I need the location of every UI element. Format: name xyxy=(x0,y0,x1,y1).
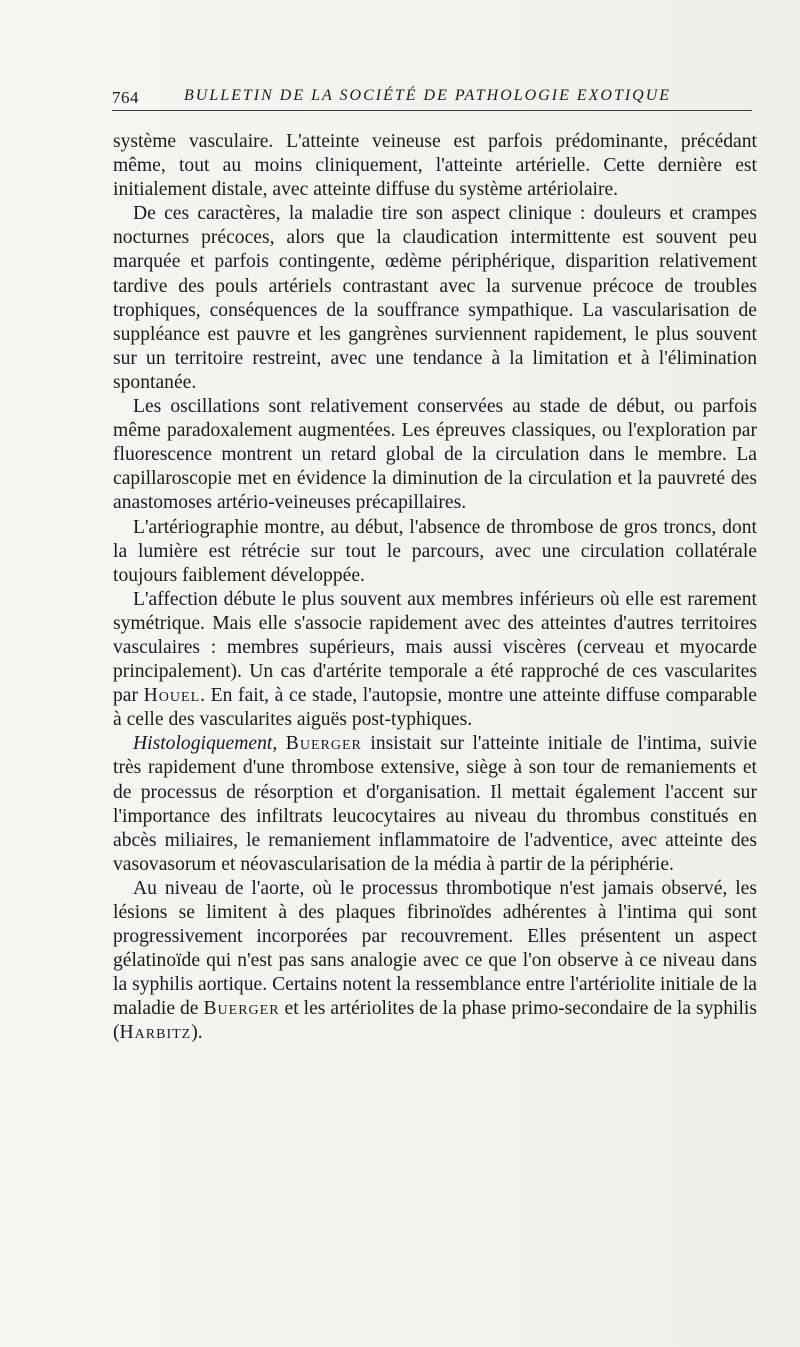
author-name: Buerger xyxy=(285,733,362,755)
paragraph: système vasculaire. L'atteinte veineuse est parfois prédominante, précédant même, tout au moins cliniquement, l'atteinte artérielle. Cette dernière est initialement distale, avec atteinte diffuse du système artériolaire. xyxy=(113,131,757,201)
running-header xyxy=(112,84,752,111)
page-number: 764 xyxy=(112,88,139,107)
author-name: Harbitz xyxy=(119,1022,192,1044)
paragraph: Au niveau de l'aorte, où le processus thrombotique n'est jamais observé, les lésions se limitent à des plaques fibrinoïdes adhérentes à l'intima qui sont progressivement incorporées par recouvrement. Elles présentent un aspect gélatinoïde qui n'est pas sans analogie avec ce que l'on observe à ce niveau dans la syphilis aortique. Certains notent la ressemblance entre l'artériolite initiale de la maladie de Buerger et les artériolites de la phase primo-secondaire de la syphilis (Harbitz). xyxy=(113,877,757,1044)
paragraph: Histologiquement, Buerger insistait sur l'atteinte initiale de l'intima, suivie très rapidement d'une thrombose extensive, siège à son tour de remaniements et de processus de résorption et d'organisation. Il mettait également l'accent sur l'importance des infiltrats leucocytaires au niveau du thrombus constitués en abcès miliaires, le remaniement inflammatoire de l'adventice, avec atteinte des vasovasorum et néovascularisation de la média à partir de la périphérie. xyxy=(113,733,757,875)
running-title: BULLETIN DE LA SOCIÉTÉ DE PATHOLOGIE EXOTIQUE xyxy=(184,87,672,104)
paragraph: L'affection débute le plus souvent aux membres inférieurs où elle est rarement symétrique. Mais elle s'associe rapidement avec des atteintes d'autres territoires vasculaires : membres supérieurs, mais aussi viscères (cerveau et myocarde principalement). Un cas d'artérite temporale a été rapproché de ces vascularites par Houel. En fait, à ce stade, l'autopsie, montre une atteinte diffuse comparable à celle des vascularites aiguës post-typhiques. xyxy=(113,588,757,731)
paragraph: Les oscillations sont relativement conservées au stade de début, ou parfois même paradoxalement augmentées. Les épreuves classiques, ou l'exploration par fluorescence montrent un retard global de la circulation dans le membre. La capillaroscopie met en évidence la diminution de la circulation et la pauvreté des anastomoses artério-veineuses précapillaires. xyxy=(113,396,757,514)
author-name: Houel xyxy=(143,685,201,707)
paragraph: L'artériographie montre, au début, l'absence de thrombose de gros troncs, dont la lumière est rétrécie sur tout le parcours, avec une circulation collatérale toujours faiblement développée. xyxy=(113,516,757,586)
body-text xyxy=(113,130,757,1046)
paragraph: De ces caractères, la maladie tire son aspect clinique : douleurs et crampes nocturnes précoces, alors que la claudication intermittente est souvent peu marquée et parfois contingente, œdème périphérique, disparition relativement tardive des pouls artériels contrastant avec la survenue précoce de troubles trophiques, conséquences de la souffrance sympathique. La vascularisation de suppléance est pauvre et les gangrènes surviennent rapidement, le plus souvent sur un territoire restreint, avec une tendance à la limitation et à l'élimination spontanée. xyxy=(113,203,757,393)
author-name: Buerger xyxy=(203,998,280,1020)
italic-lead: Histologiquement, xyxy=(133,733,278,755)
